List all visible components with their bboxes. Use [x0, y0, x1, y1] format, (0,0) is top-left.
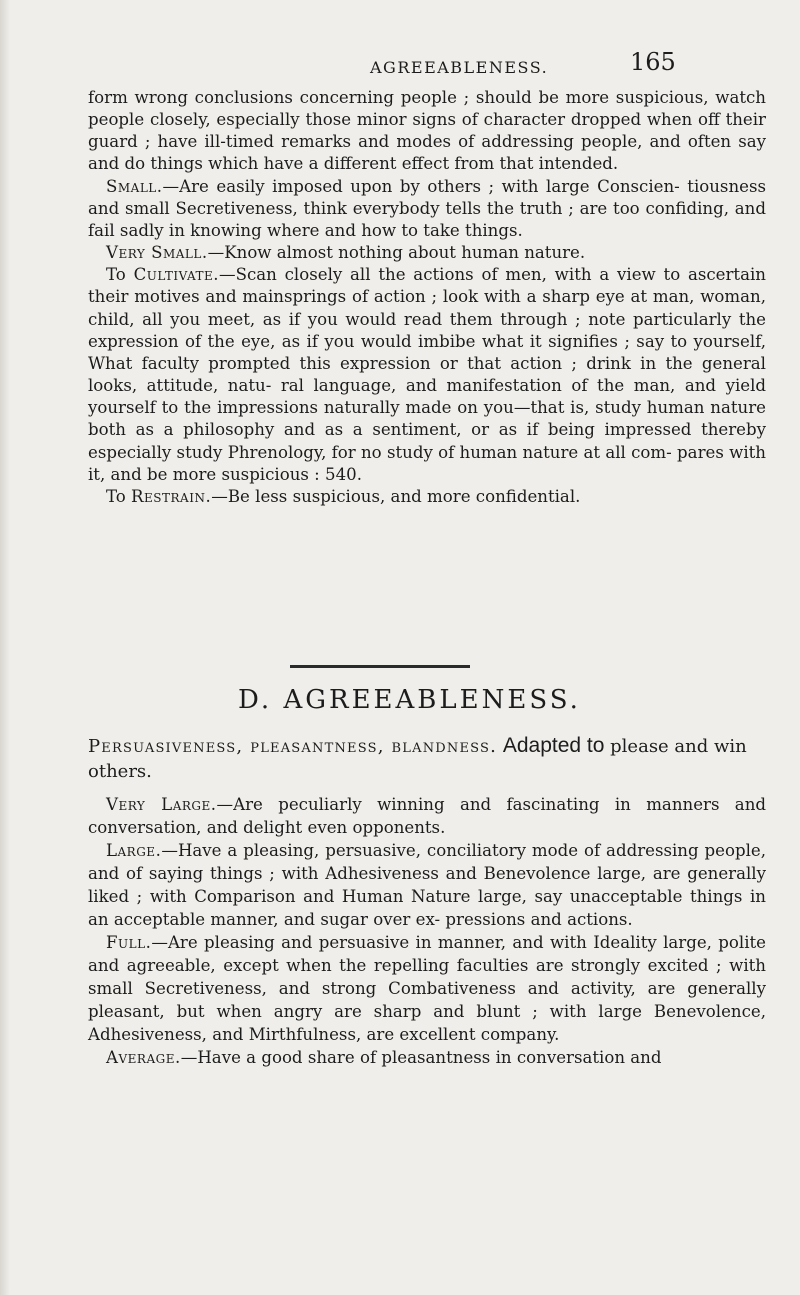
- paragraph-very-small: [88, 242, 766, 264]
- text-cultivate: —Scan closely all the actions of men, with a view to ascertain their motives and mainsprings of action ; look with a sharp eye at man, woman, child, all you meet, as if you would read them through ; note particularly the expression of the eye, as if you would imbibe what it signifies ; say to yourself, What faculty prompted this expression or that action ; drink in the general looks, attitude, natu- ral language, and manifestation of the man, and yield yourself to the impressions naturally made on you—that is, study human nature both as a philosophy and as a sentiment, or as if being impressed thereby especially study Phrenology, for no study of human nature at all com- pares with it, and be more suspicious : 540.: [88, 265, 766, 484]
- page-edge: [0, 0, 10, 1295]
- paragraph-full: [88, 931, 766, 1046]
- label-very-large: Very Large.: [106, 795, 217, 814]
- intro-adapted: Adapted to: [502, 734, 605, 757]
- text-average: —Have a good share of pleasantness in conversation and: [180, 1048, 662, 1067]
- paragraph-cultivate: [88, 264, 766, 486]
- text-very-small: —Know almost nothing about human nature.: [207, 243, 586, 263]
- text-small: —Are easily imposed upon by others ; with large Conscien- tiousness and small Secretiveness, think everybody tells the truth ; are too confiding, and fail sadly in knowing where and how to take things.: [88, 176, 766, 240]
- label-very-small: Very Small.: [106, 243, 208, 263]
- intro-caps: Persuasiveness, pleasantness, blandness.: [88, 736, 498, 757]
- label-cultivate: Cultivate.: [133, 265, 220, 285]
- paragraph-large: [88, 839, 766, 931]
- page-number: 165: [630, 48, 676, 76]
- paragraph-very-large: [88, 793, 766, 839]
- intro-rest: please and win others.: [88, 736, 747, 782]
- label-small: Small.: [106, 176, 163, 196]
- label-average: Average.: [106, 1048, 181, 1067]
- text-very-large: —Are peculiarly winning and fascinating in manners and conversation, and delight even opponents.: [88, 795, 767, 837]
- label-restrain: Restrain.: [131, 486, 212, 506]
- prefix-cultivate: To: [106, 265, 134, 285]
- label-large: Large.: [106, 841, 162, 860]
- paragraph-continuation: form wrong conclusions concerning people ; should be more suspicious, watch people closely, especially those minor signs of character dropped when off their guard ; have ill-timed remarks and modes of addressing people, and often say and do things which have a different effect from that intended.: [88, 88, 766, 174]
- prefix-restrain: To: [106, 486, 132, 506]
- section-agreeableness-text: [88, 793, 766, 1069]
- text-full: —Are pleasing and persuasive in manner, and with Ideality large, polite and agreeable, except when the repelling faculties are strongly excited ; with small Secretiveness, and strong Combativeness and activity, are generally pleasant, but when angry are sharp and blunt ; with large Benevolence, Adhesiveness, and Mirthfulness, are excellent company.: [88, 933, 766, 1044]
- paragraph-restrain: [88, 486, 766, 508]
- text-restrain: —Be less suspicious, and more confidential.: [211, 486, 581, 506]
- section-human-nature-text: [88, 87, 766, 508]
- label-full: Full.: [106, 933, 152, 952]
- paragraph-small: [88, 176, 766, 242]
- text-large: —Have a pleasing, persuasive, conciliatory mode of addressing people, and of saying things ; with Adhesiveness and Benevolence large, are generally liked ; with Comparison and Human Nature large, say unacceptable things in an acceptable manner, and sugar over ex- pressions and actions.: [88, 841, 766, 929]
- page-header: [0, 48, 800, 78]
- running-head: AGREEABLENESS.: [370, 58, 549, 77]
- section-divider: [290, 665, 470, 668]
- section-intro: [88, 733, 766, 784]
- paragraph-average: [88, 1046, 766, 1069]
- section-heading: D. AGREEABLENESS.: [238, 685, 581, 715]
